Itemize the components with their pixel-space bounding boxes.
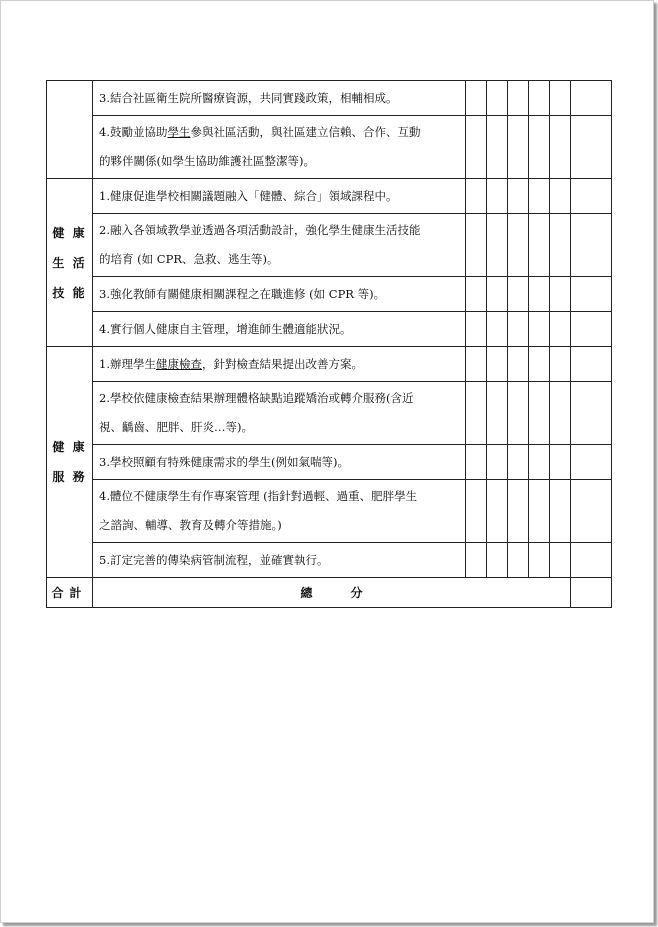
category-cell-empty: [47, 81, 93, 179]
score-cell: [487, 543, 508, 578]
score-cell: [529, 445, 550, 480]
total-score-label: 總分: [93, 578, 571, 608]
score-cell: [508, 81, 529, 116]
score-cell: [571, 214, 612, 277]
score-cell: [466, 81, 487, 116]
score-cell: [508, 179, 529, 214]
score-cell: [550, 179, 571, 214]
score-cell: [487, 480, 508, 543]
score-cell: [529, 277, 550, 312]
score-cell: [571, 116, 612, 179]
criterion-item: 5.訂定完善的傳染病管制流程，並確實執行。: [93, 543, 466, 578]
table-row: [47, 81, 612, 116]
score-cell: [571, 179, 612, 214]
table-row: [47, 445, 612, 480]
criterion-item: 4.實行個人健康自主管理，增進師生體適能狀況。: [93, 312, 466, 347]
score-cell: [571, 480, 612, 543]
score-cell: [487, 382, 508, 445]
score-cell: [529, 312, 550, 347]
score-cell: [508, 347, 529, 382]
score-cell: [487, 81, 508, 116]
score-cell: [508, 312, 529, 347]
score-cell: [487, 214, 508, 277]
score-cell: [529, 179, 550, 214]
score-cell: [529, 382, 550, 445]
score-cell: [529, 214, 550, 277]
score-cell: [571, 445, 612, 480]
score-cell: [487, 179, 508, 214]
criterion-item: 4.鼓勵並協助學生參與社區活動，與社區建立信賴、合作、互動 的夥伴關係(如學生協助維護社區整潔等)。: [93, 116, 466, 179]
score-cell: [550, 214, 571, 277]
criterion-item: 3.結合社區衛生院所醫療資源，共同實踐政策，相輔相成。: [93, 81, 466, 116]
score-cell: [550, 382, 571, 445]
total-score-cell: [571, 578, 612, 608]
score-cell: [466, 382, 487, 445]
criterion-item: 1.健康促進學校相關議題融入「健體、綜合」領域課程中。: [93, 179, 466, 214]
score-cell: [508, 382, 529, 445]
criterion-item: 1.辦理學生健康檢查，針對檢查結果提出改善方案。: [93, 347, 466, 382]
score-cell: [487, 312, 508, 347]
score-cell: [487, 277, 508, 312]
score-cell: [466, 116, 487, 179]
score-cell: [487, 116, 508, 179]
score-cell: [508, 543, 529, 578]
score-cell: [529, 347, 550, 382]
score-cell: [466, 179, 487, 214]
score-cell: [571, 312, 612, 347]
category-life-skills: 健 康 生 活 技 能: [47, 179, 93, 347]
score-cell: [571, 277, 612, 312]
score-cell: [550, 277, 571, 312]
criterion-item: 2.融入各領域教學並透過各項活動設計，強化學生健康生活技能 的培育 (如 CPR、急救、逃生等)。: [93, 214, 466, 277]
score-cell: [466, 347, 487, 382]
score-cell: [550, 480, 571, 543]
table-row: [47, 179, 612, 214]
score-cell: [571, 347, 612, 382]
score-cell: [529, 116, 550, 179]
score-cell: [466, 214, 487, 277]
score-cell: [508, 277, 529, 312]
table-row: [47, 116, 612, 179]
score-cell: [466, 480, 487, 543]
table-row: [47, 277, 612, 312]
table-row: [47, 543, 612, 578]
score-cell: [550, 543, 571, 578]
score-cell: [529, 543, 550, 578]
score-cell: [466, 543, 487, 578]
score-cell: [550, 81, 571, 116]
score-cell: [550, 347, 571, 382]
score-cell: [508, 214, 529, 277]
score-cell: [550, 312, 571, 347]
score-cell: [571, 382, 612, 445]
score-cell: [508, 480, 529, 543]
table-row: [47, 312, 612, 347]
score-cell: [571, 81, 612, 116]
score-cell: [466, 312, 487, 347]
score-cell: [529, 480, 550, 543]
table-row: [47, 382, 612, 445]
score-cell: [487, 445, 508, 480]
criterion-item: 2.學校依健康檢查結果辦理體格缺點追蹤矯治或轉介服務(含近 視、齲齒、肥胖、肝炎…等)。: [93, 382, 466, 445]
score-cell: [571, 543, 612, 578]
category-health-services: 健 康 服 務: [47, 347, 93, 578]
table-row: [47, 480, 612, 543]
score-cell: [508, 116, 529, 179]
total-label: 合計: [47, 578, 93, 608]
criterion-item: 3.學校照顧有特殊健康需求的學生(例如氣喘等)。: [93, 445, 466, 480]
score-cell: [550, 116, 571, 179]
evaluation-table: [46, 80, 612, 608]
score-cell: [466, 445, 487, 480]
criterion-item: 4.體位不健康學生有作專案管理 (指針對過輕、過重、肥胖學生 之諮詢、輔導、教育及轉介等措施。): [93, 480, 466, 543]
table-row: [47, 347, 612, 382]
score-cell: [529, 81, 550, 116]
score-cell: [550, 445, 571, 480]
score-cell: [466, 277, 487, 312]
total-row: [47, 578, 612, 608]
criterion-item: 3.強化教師有關健康相關課程之在職進修 (如 CPR 等)。: [93, 277, 466, 312]
score-cell: [508, 445, 529, 480]
score-cell: [487, 347, 508, 382]
table-row: [47, 214, 612, 277]
